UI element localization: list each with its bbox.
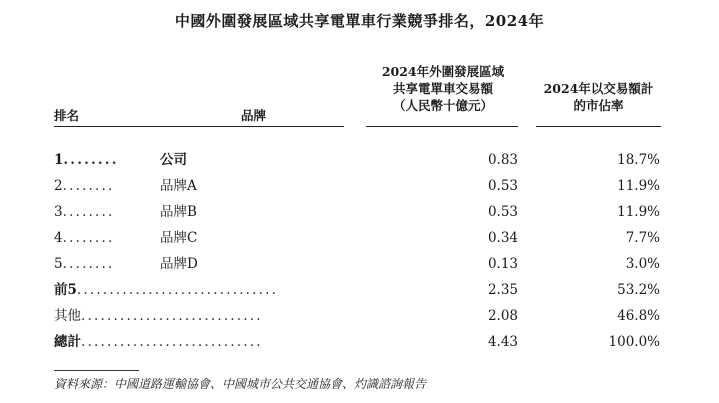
header-market-share xyxy=(536,80,661,114)
summary-row-total xyxy=(0,332,719,356)
summary-share: 53.2% xyxy=(617,282,660,298)
summary-amount: 4.43 xyxy=(487,334,518,350)
header-divider-rank-brand xyxy=(54,126,344,127)
summary-amount: 2.35 xyxy=(487,282,518,298)
row-brand: 品牌D xyxy=(160,256,198,272)
header-share-line-1: 2024年以交易額計 xyxy=(543,81,654,96)
header-amount-line-2: 共享電單車交易額 xyxy=(392,81,493,96)
summary-share: 100.0% xyxy=(608,334,660,350)
row-brand: 品牌C xyxy=(160,230,198,246)
summary-row-others xyxy=(0,306,719,330)
row-amount: 0.53 xyxy=(487,178,518,194)
summary-label: 其他............................ xyxy=(54,308,263,324)
header-amount-line-3: （人民幣十億元） xyxy=(392,98,493,113)
summary-amount: 2.08 xyxy=(487,308,518,324)
row-brand: 公司 xyxy=(160,152,187,168)
header-divider-share xyxy=(536,126,661,127)
row-rank: 2........ xyxy=(54,178,115,194)
row-amount: 0.83 xyxy=(487,152,518,168)
summary-label: 總計............................ xyxy=(54,334,263,350)
header-rank: 排名 xyxy=(54,108,80,123)
row-share: 11.9% xyxy=(617,178,660,194)
source-note: 資料來源：中國道路運輸協會、中國城市公共交通協會、灼識諮詢報告 xyxy=(54,377,427,391)
footnote-divider xyxy=(54,370,139,371)
row-rank: 3........ xyxy=(54,204,115,220)
row-rank: 1........ xyxy=(54,152,119,168)
row-rank: 4........ xyxy=(54,230,115,246)
summary-label: 前5............................... xyxy=(54,282,279,298)
table-row xyxy=(0,150,719,174)
table-row xyxy=(0,202,719,226)
header-transaction-amount xyxy=(364,63,522,114)
row-brand: 品牌B xyxy=(160,204,197,220)
row-share: 11.9% xyxy=(617,204,660,220)
table-row xyxy=(0,228,719,252)
header-brand: 品牌 xyxy=(241,108,267,123)
row-rank: 5........ xyxy=(54,256,115,272)
header-amount-line-1: 2024年外圍發展區域 xyxy=(381,64,505,79)
row-share: 18.7% xyxy=(617,152,660,168)
header-share-line-2: 的市佔率 xyxy=(573,98,624,113)
row-brand: 品牌A xyxy=(160,178,197,194)
summary-row-top5 xyxy=(0,280,719,304)
table-row xyxy=(0,254,719,278)
row-share: 7.7% xyxy=(625,230,660,246)
summary-share: 46.8% xyxy=(617,308,660,324)
row-amount: 0.53 xyxy=(487,204,518,220)
table-row xyxy=(0,176,719,200)
row-amount: 0.34 xyxy=(487,230,518,246)
table-title: 中國外圍發展區域共享電單車行業競爭排名，2024年 xyxy=(174,12,545,30)
row-share: 3.0% xyxy=(625,256,660,272)
row-amount: 0.13 xyxy=(487,256,518,272)
header-divider-amount xyxy=(366,126,518,127)
